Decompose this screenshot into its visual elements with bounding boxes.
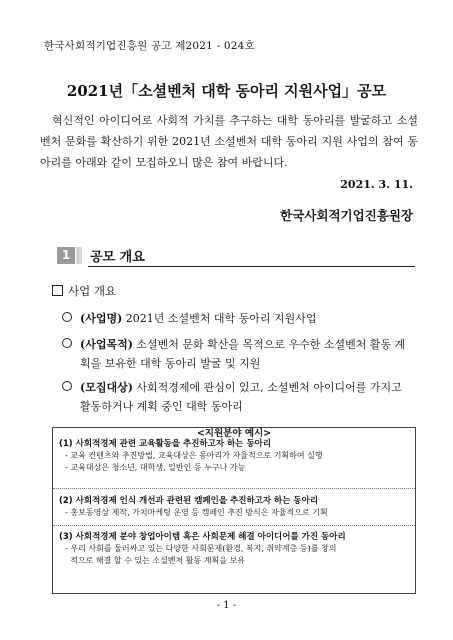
- document-title: 2021년「소셜벤처 대학 동아리 지원사업」공모: [66, 82, 387, 100]
- support-item-detail: 적으로 해결 할 수 있는 소셜벤처 활동 계획을 보유: [65, 556, 245, 565]
- bullet-label: (사업명): [80, 312, 123, 325]
- notice-date: 2021. 3. 11.: [340, 178, 413, 191]
- bullet-label: (사업목적): [80, 338, 133, 351]
- support-item-education: [59, 438, 411, 474]
- support-item-heading: (2) 사회적경제 인식 개선과 관련된 캠페인을 추진하고자 하는 동아리: [59, 496, 319, 506]
- intro-text: 혁신적인 아이디어로 사회적 가치를 추구하는 대학 동아리를 발굴하고 소셜벤처 문화를 확산하기 위한 2021년 소셜벤처 대학 동아리 지원 사업의 참여 동아리를 아래와 같이 모집하오니 많은 참여 바랍니다.: [40, 114, 418, 169]
- issuing-organization: 한국사회적기업진흥원장: [280, 208, 413, 223]
- bullet-project-purpose: [62, 335, 412, 373]
- circle-bullet-icon: [62, 312, 72, 322]
- support-item-startup: [59, 531, 411, 567]
- bullet-label: (모집대상): [80, 381, 133, 394]
- circle-bullet-icon: [62, 381, 72, 391]
- intro-paragraph: [40, 110, 418, 173]
- support-item-heading: (3) 사회적경제 분야 창업아이템 혹은 사회문제 해결 아이디어를 가진 동아리: [59, 532, 346, 542]
- section-underline: [88, 266, 415, 267]
- section-header: [40, 243, 415, 268]
- section-number: 1: [57, 247, 75, 264]
- page-number: - 1 -: [216, 600, 237, 611]
- square-bullet-icon: [52, 285, 63, 296]
- support-item-detail: - 교육 컨텐츠와 추진방법, 교육대상은 동아리가 자율적으로 기획하여 실행: [65, 451, 323, 460]
- overview-heading: [52, 283, 116, 299]
- circle-bullet-icon: [62, 338, 72, 348]
- support-item-campaign: [59, 495, 411, 519]
- bullet-text: 소셜벤처 문화 확산을 목적으로 우수한 소셜벤처 활동 계획을 보유한 대학 동아리 발굴 및 지원: [80, 338, 406, 370]
- support-item-detail: - 교육대상은 청소년, 대학생, 일반인 등 누구나 가능: [65, 463, 246, 472]
- section-title: 공모 개요: [90, 250, 145, 265]
- overview-heading-text: 사업 개요: [68, 284, 117, 298]
- item-divider: [53, 488, 415, 489]
- bullet-project-name: [62, 309, 412, 328]
- item-divider: [53, 525, 415, 526]
- section-bar-decoration: [76, 247, 82, 264]
- support-item-detail: - 홍보동영상 제작, 가치마케팅 운영 등 캠페인 추진 방식은 자율적으로 기획: [65, 508, 328, 517]
- bullet-target: [62, 378, 412, 416]
- support-item-heading: (1) 사회적경제 관련 교육활동을 추진하고자 하는 동아리: [59, 439, 272, 449]
- bullet-text: 사회적경제에 관심이 있고, 소셜벤처 아이디어를 가지고 활동하거나 계획 중인 대학 동아리: [80, 381, 402, 413]
- bullet-text: 2021년 소셜벤처 대학 동아리 지원사업: [122, 312, 317, 325]
- notice-number: 한국사회적기업진흥원 공고 제2021 - 024호: [44, 40, 255, 52]
- support-field-examples-box: [52, 427, 416, 594]
- support-item-detail: - 우리 사회를 둘러싸고 있는 다양한 사회문제(환경, 복지, 취약계층 등)를 창의: [65, 544, 337, 553]
- box-title-text: <지원분야 예시>: [193, 428, 275, 439]
